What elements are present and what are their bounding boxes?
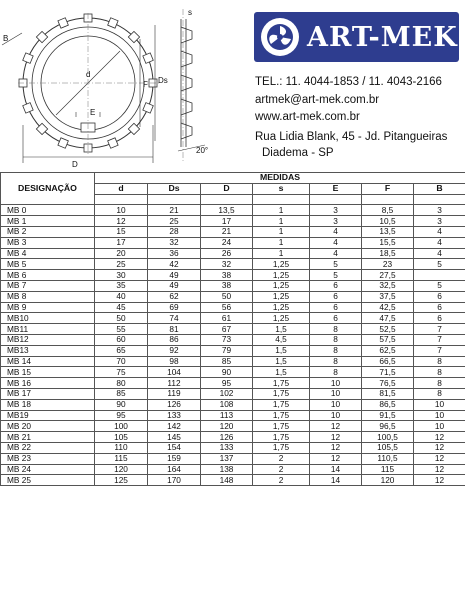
measure-cell: 49 — [148, 270, 201, 281]
designation-cell: MB 8 — [1, 291, 95, 302]
measure-cell: 21 — [201, 226, 253, 237]
col-b: B — [414, 183, 465, 194]
measure-cell: 81,5 — [362, 388, 414, 399]
measure-cell: 120 — [362, 475, 414, 486]
measure-cell: 10 — [414, 410, 465, 421]
measure-cell: 56 — [201, 302, 253, 313]
measure-cell: 4 — [414, 248, 465, 259]
measure-cell: 66,5 — [362, 356, 414, 367]
measure-cell: 55 — [95, 324, 148, 335]
label-ds: Ds — [158, 76, 168, 85]
measure-cell: 1,5 — [253, 367, 310, 378]
label-outer-d: D — [72, 160, 78, 169]
measure-cell: 75 — [95, 367, 148, 378]
table-row — [1, 280, 465, 291]
measure-cell: 7 — [414, 324, 465, 335]
measure-cell: 27,5 — [362, 270, 414, 281]
measure-cell: 6 — [414, 313, 465, 324]
measure-cell: 69 — [148, 302, 201, 313]
measure-cell: 13,5 — [362, 226, 414, 237]
measure-cell: 104 — [148, 367, 201, 378]
measure-cell: 8 — [310, 334, 362, 345]
table-row — [1, 356, 465, 367]
measure-cell: 38 — [201, 280, 253, 291]
designation-cell: MB 21 — [1, 432, 95, 443]
measure-cell: 170 — [148, 475, 201, 486]
measure-cell: 38 — [201, 270, 253, 281]
measure-cell: 8,5 — [362, 205, 414, 216]
table-row — [1, 334, 465, 345]
table-row — [1, 464, 465, 475]
table-row — [1, 216, 465, 227]
measure-cell: 42 — [148, 259, 201, 270]
measure-cell: 5 — [310, 259, 362, 270]
measure-cell: 73 — [201, 334, 253, 345]
measure-cell: 40 — [95, 291, 148, 302]
measure-cell: 61 — [201, 313, 253, 324]
table-row — [1, 410, 465, 421]
measure-cell: 14 — [310, 464, 362, 475]
measure-cell: 1,5 — [253, 356, 310, 367]
col-f: F — [362, 183, 414, 194]
designation-cell: MB19 — [1, 410, 95, 421]
measure-cell: 8 — [414, 367, 465, 378]
measure-cell: 1,25 — [253, 291, 310, 302]
designation-header: DESIGNAÇÃO — [1, 173, 95, 205]
measure-cell: 28 — [148, 226, 201, 237]
measure-cell: 21 — [148, 205, 201, 216]
measure-cell: 90 — [201, 367, 253, 378]
measure-cell: 4 — [310, 237, 362, 248]
measure-cell: 6 — [414, 291, 465, 302]
measure-cell: 1 — [253, 237, 310, 248]
measure-cell: 4 — [310, 226, 362, 237]
measure-cell: 80 — [95, 378, 148, 389]
measure-cell: 8 — [310, 356, 362, 367]
designation-cell: MB 2 — [1, 226, 95, 237]
measure-cell: 85 — [95, 388, 148, 399]
designation-cell: MB 1 — [1, 216, 95, 227]
measure-cell: 6 — [310, 280, 362, 291]
measure-cell: 12 — [414, 475, 465, 486]
measure-cell: 5 — [414, 259, 465, 270]
designation-cell: MB 22 — [1, 442, 95, 453]
measure-cell: 154 — [148, 442, 201, 453]
measure-cell: 1,75 — [253, 442, 310, 453]
designation-cell: MB 23 — [1, 453, 95, 464]
measure-cell: 12 — [310, 453, 362, 464]
table-row — [1, 324, 465, 335]
measure-cell: 6 — [310, 313, 362, 324]
measure-cell: 12 — [310, 432, 362, 443]
table-row — [1, 270, 465, 281]
email-link[interactable]: artmek@art-mek.com.br — [255, 94, 380, 106]
measure-cell: 138 — [201, 464, 253, 475]
measure-cell: 2 — [253, 464, 310, 475]
measures-header: MEDIDAS — [95, 173, 465, 184]
designation-cell: MB 25 — [1, 475, 95, 486]
measure-cell: 10 — [414, 421, 465, 432]
measure-cell: 1,25 — [253, 280, 310, 291]
measure-cell: 4,5 — [253, 334, 310, 345]
measure-cell: 32 — [148, 237, 201, 248]
measure-cell: 115 — [95, 453, 148, 464]
measure-cell: 6 — [310, 302, 362, 313]
measure-cell: 15,5 — [362, 237, 414, 248]
measure-cell: 86 — [148, 334, 201, 345]
measure-cell: 100 — [95, 421, 148, 432]
designation-cell: MB 24 — [1, 464, 95, 475]
table-row — [1, 291, 465, 302]
measure-cell: 96,5 — [362, 421, 414, 432]
measure-cell: 10 — [310, 410, 362, 421]
measure-cell: 120 — [201, 421, 253, 432]
measure-cell: 113 — [201, 410, 253, 421]
measure-cell: 32 — [201, 259, 253, 270]
col-outer-d: D — [201, 183, 253, 194]
measure-cell: 8 — [310, 324, 362, 335]
measure-cell: 32,5 — [362, 280, 414, 291]
measure-cell: 119 — [148, 388, 201, 399]
measure-cell: 92 — [148, 345, 201, 356]
measure-cell: 12 — [414, 442, 465, 453]
measure-cell: 70 — [95, 356, 148, 367]
measure-cell: 50 — [201, 291, 253, 302]
measure-cell: 10 — [414, 399, 465, 410]
designation-cell: MB12 — [1, 334, 95, 345]
measure-cell: 102 — [201, 388, 253, 399]
measure-cell: 164 — [148, 464, 201, 475]
measure-cell: 1 — [253, 216, 310, 227]
table-row — [1, 226, 465, 237]
measure-cell: 1,5 — [253, 324, 310, 335]
designation-cell: MB 14 — [1, 356, 95, 367]
measure-cell: 20 — [95, 248, 148, 259]
measure-cell: 126 — [201, 432, 253, 443]
designation-cell: MB 6 — [1, 270, 95, 281]
label-angle: 20° — [196, 146, 209, 155]
label-b: B — [3, 34, 9, 43]
measure-cell: 13,5 — [201, 205, 253, 216]
measure-cell: 142 — [148, 421, 201, 432]
measure-cell: 49 — [148, 280, 201, 291]
measure-cell: 1,75 — [253, 388, 310, 399]
measure-cell: 5 — [310, 270, 362, 281]
measure-cell: 137 — [201, 453, 253, 464]
designation-cell: MB 16 — [1, 378, 95, 389]
measure-cell: 17 — [95, 237, 148, 248]
measure-cell: 65 — [95, 345, 148, 356]
measure-cell: 17 — [201, 216, 253, 227]
measure-cell: 148 — [201, 475, 253, 486]
measure-cell: 3 — [310, 205, 362, 216]
measure-cell: 110,5 — [362, 453, 414, 464]
table-row — [1, 432, 465, 443]
measure-cell: 125 — [95, 475, 148, 486]
measure-cell: 74 — [148, 313, 201, 324]
address-line-1: Rua Lidia Blank, 45 - Jd. Pitangueiras — [255, 131, 448, 143]
table-row — [1, 421, 465, 432]
table-row — [1, 475, 465, 486]
measure-cell: 10 — [310, 399, 362, 410]
designation-cell: MB 9 — [1, 302, 95, 313]
measure-cell: 35 — [95, 280, 148, 291]
measure-cell: 90 — [95, 399, 148, 410]
measure-cell: 1,75 — [253, 378, 310, 389]
measure-cell: 1,75 — [253, 399, 310, 410]
measure-cell — [414, 270, 465, 281]
measure-cell: 145 — [148, 432, 201, 443]
measure-cell: 3 — [414, 205, 465, 216]
table-row — [1, 313, 465, 324]
measure-cell: 1,25 — [253, 259, 310, 270]
measure-cell: 8 — [414, 356, 465, 367]
measure-cell: 6 — [310, 291, 362, 302]
measure-cell: 159 — [148, 453, 201, 464]
measure-cell: 7 — [414, 334, 465, 345]
col-d: d — [95, 183, 148, 194]
measure-cell: 1,25 — [253, 302, 310, 313]
measure-cell: 4 — [414, 237, 465, 248]
measure-cell: 1,5 — [253, 345, 310, 356]
label-s: s — [188, 8, 192, 17]
measure-cell: 105,5 — [362, 442, 414, 453]
measure-cell: 10 — [95, 205, 148, 216]
measure-cell: 86,5 — [362, 399, 414, 410]
measure-cell: 95 — [201, 378, 253, 389]
address-line-2: Diadema - SP — [262, 147, 334, 159]
measure-cell: 30 — [95, 270, 148, 281]
dimensions-table — [0, 172, 465, 486]
measure-cell: 18,5 — [362, 248, 414, 259]
measure-cell: 1,25 — [253, 313, 310, 324]
measure-cell: 4 — [310, 248, 362, 259]
measure-cell: 47,5 — [362, 313, 414, 324]
measure-cell: 126 — [148, 399, 201, 410]
table-row — [1, 205, 465, 216]
table-row — [1, 442, 465, 453]
measure-cell: 133 — [148, 410, 201, 421]
designation-cell: MB 5 — [1, 259, 95, 270]
measure-cell: 79 — [201, 345, 253, 356]
measure-cell: 14 — [310, 475, 362, 486]
measure-cell: 110 — [95, 442, 148, 453]
measure-cell: 45 — [95, 302, 148, 313]
measure-cell: 1,75 — [253, 410, 310, 421]
designation-cell: MB11 — [1, 324, 95, 335]
measure-cell: 4 — [414, 226, 465, 237]
measure-cell: 112 — [148, 378, 201, 389]
measure-cell: 23 — [362, 259, 414, 270]
table-row — [1, 388, 465, 399]
designation-cell: MB 17 — [1, 388, 95, 399]
measure-cell: 24 — [201, 237, 253, 248]
measure-cell: 37,5 — [362, 291, 414, 302]
measure-cell: 67 — [201, 324, 253, 335]
table-row — [1, 367, 465, 378]
measure-cell: 60 — [95, 334, 148, 345]
measure-cell: 26 — [201, 248, 253, 259]
measure-cell: 105 — [95, 432, 148, 443]
measure-cell: 95 — [95, 410, 148, 421]
label-f: F — [143, 80, 148, 89]
measure-cell: 108 — [201, 399, 253, 410]
designation-cell: MB 18 — [1, 399, 95, 410]
table-row — [1, 345, 465, 356]
table-header-row — [1, 173, 465, 184]
table-row — [1, 248, 465, 259]
measure-cell: 10,5 — [362, 216, 414, 227]
measure-cell: 1 — [253, 205, 310, 216]
label-d: d — [86, 70, 91, 79]
measure-cell: 1,25 — [253, 270, 310, 281]
measure-cell: 25 — [95, 259, 148, 270]
measure-cell: 133 — [201, 442, 253, 453]
measure-cell: 10 — [310, 378, 362, 389]
col-ds: Ds — [148, 183, 201, 194]
measure-cell: 91,5 — [362, 410, 414, 421]
measure-cell: 8 — [414, 378, 465, 389]
measure-cell: 6 — [414, 302, 465, 313]
designation-cell: MB 3 — [1, 237, 95, 248]
measure-cell: 120 — [95, 464, 148, 475]
measure-cell: 12 — [310, 442, 362, 453]
designation-cell: MB 0 — [1, 205, 95, 216]
table-row — [1, 302, 465, 313]
measure-cell: 8 — [310, 345, 362, 356]
phone-text: TEL.: 11. 4044-1853 / 11. 4043-2166 — [255, 76, 442, 88]
measure-cell: 42,5 — [362, 302, 414, 313]
measure-cell: 12 — [414, 432, 465, 443]
col-e: E — [310, 183, 362, 194]
measure-cell: 7 — [414, 345, 465, 356]
measure-cell: 3 — [310, 216, 362, 227]
company-logo — [254, 12, 459, 62]
measure-cell: 2 — [253, 475, 310, 486]
lock-washer-drawing — [0, 5, 215, 170]
designation-cell: MB13 — [1, 345, 95, 356]
measure-cell: 12 — [310, 421, 362, 432]
designation-cell: MB 4 — [1, 248, 95, 259]
table-row — [1, 399, 465, 410]
measure-cell: 25 — [148, 216, 201, 227]
measure-cell: 100,5 — [362, 432, 414, 443]
measure-cell: 2 — [253, 453, 310, 464]
measure-cell: 8 — [414, 388, 465, 399]
table-row — [1, 259, 465, 270]
measure-cell: 76,5 — [362, 378, 414, 389]
table-row — [1, 378, 465, 389]
designation-cell: MB 15 — [1, 367, 95, 378]
measure-cell: 85 — [201, 356, 253, 367]
website-link[interactable]: www.art-mek.com.br — [255, 111, 360, 123]
measure-cell: 3 — [414, 216, 465, 227]
designation-cell: MB 20 — [1, 421, 95, 432]
col-s: s — [253, 183, 310, 194]
measure-cell: 115 — [362, 464, 414, 475]
label-e: E — [90, 108, 96, 117]
logo-emblem-icon — [261, 18, 299, 56]
measure-cell: 12 — [95, 216, 148, 227]
measure-cell: 62 — [148, 291, 201, 302]
designation-cell: MB10 — [1, 313, 95, 324]
measure-cell: 57,5 — [362, 334, 414, 345]
measure-cell: 1,75 — [253, 421, 310, 432]
measure-cell: 52,5 — [362, 324, 414, 335]
measure-cell: 50 — [95, 313, 148, 324]
designation-cell: MB 7 — [1, 280, 95, 291]
measure-cell: 12 — [414, 453, 465, 464]
measure-cell: 15 — [95, 226, 148, 237]
measure-cell: 1,75 — [253, 432, 310, 443]
table-body — [1, 205, 465, 486]
measure-cell: 5 — [414, 280, 465, 291]
measure-cell: 10 — [310, 388, 362, 399]
measure-cell: 71,5 — [362, 367, 414, 378]
measure-cell: 1 — [253, 248, 310, 259]
table-row — [1, 237, 465, 248]
measure-cell: 81 — [148, 324, 201, 335]
measure-cell: 98 — [148, 356, 201, 367]
table-row — [1, 453, 465, 464]
header-area — [0, 0, 465, 172]
measure-cell: 8 — [310, 367, 362, 378]
logo-text: ART-MEK — [307, 21, 458, 53]
measure-cell: 1 — [253, 226, 310, 237]
measure-cell: 12 — [414, 464, 465, 475]
measure-cell: 36 — [148, 248, 201, 259]
measure-cell: 62,5 — [362, 345, 414, 356]
